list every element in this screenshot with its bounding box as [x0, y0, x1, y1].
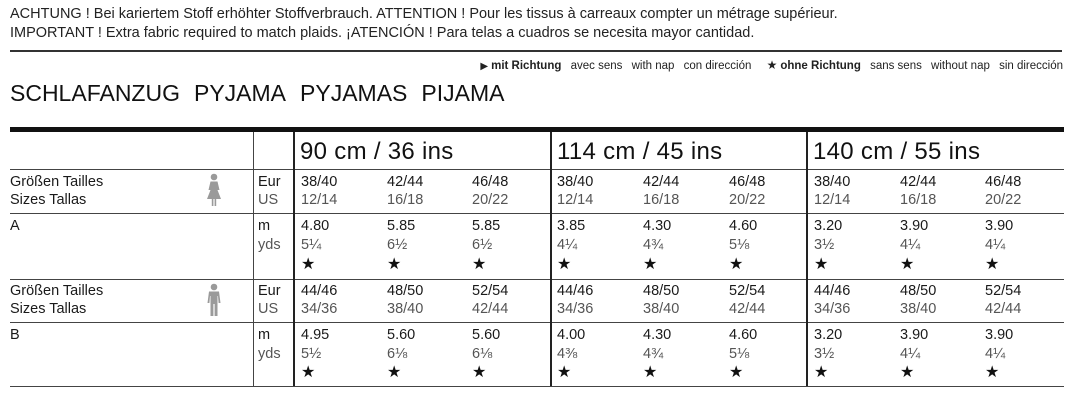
with-nap-label-en: with nap — [631, 60, 675, 72]
female-figure-icon — [205, 173, 223, 207]
meters-cell: 4.80 — [301, 218, 330, 234]
meters-cell: 3.20 — [814, 327, 843, 343]
size-us-cell: 42/44 — [985, 301, 1022, 317]
yards-cell: 6½ — [387, 237, 408, 253]
yards-cell: 5⅛ — [729, 237, 750, 253]
size-us-cell: 20/22 — [985, 192, 1022, 208]
meters-cell: 5.85 — [472, 218, 501, 234]
size-eur-cell: 48/50 — [387, 283, 424, 299]
row-divider-b-sizes — [10, 322, 1064, 323]
size-us-cell: 34/36 — [301, 301, 338, 317]
size-eur-cell: 46/48 — [985, 174, 1022, 190]
size-eur-cell: 48/50 — [643, 283, 680, 299]
title-fr: PYJAMA — [193, 80, 287, 106]
size-us-cell: 34/36 — [557, 301, 594, 317]
table-top-bar — [10, 127, 1064, 132]
size-eur-cell: 42/44 — [387, 174, 424, 190]
without-nap-star-icon: ★ — [985, 364, 1000, 381]
us-label-a: US — [258, 192, 279, 208]
yards-cell: 6⅛ — [472, 346, 493, 362]
without-nap-label-es: sin dirección — [999, 60, 1063, 72]
without-nap-icon: ★ — [766, 58, 778, 72]
without-nap-star-icon: ★ — [472, 364, 487, 381]
row-divider-a-yardage — [10, 279, 1064, 280]
title-en: PYJAMAS — [300, 80, 408, 106]
size-us-cell: 38/40 — [643, 301, 680, 317]
header-divider — [10, 169, 1064, 170]
meters-cell: 4.95 — [301, 327, 330, 343]
table-bottom-line — [10, 386, 1064, 387]
yards-cell: 5⅛ — [729, 346, 750, 362]
size-us-cell: 12/14 — [557, 192, 594, 208]
nap-legend — [480, 58, 1063, 72]
plaid-notice-line-1: ACHTUNG ! Bei kariertem Stoff erhöhter Stoffverbrauch. ATTENTION ! Pour les tissus à carreaux compter un métrage supérieur. — [10, 6, 838, 22]
size-eur-cell: 44/46 — [301, 283, 338, 299]
row-divider-a-sizes — [10, 213, 1064, 214]
meters-cell: 4.30 — [643, 327, 672, 343]
meters-cell: 3.90 — [900, 218, 929, 234]
meters-label-b: m — [258, 327, 271, 343]
without-nap-star-icon: ★ — [985, 256, 1000, 273]
without-nap-star-icon: ★ — [557, 256, 572, 273]
size-us-cell: 38/40 — [387, 301, 424, 317]
meters-cell: 4.30 — [643, 218, 672, 234]
without-nap-star-icon: ★ — [900, 256, 915, 273]
view-a-label: A — [10, 218, 20, 234]
yards-label-b: yds — [258, 346, 281, 362]
with-nap-label-fr: avec sens — [570, 60, 623, 72]
meters-cell: 3.90 — [900, 327, 929, 343]
yards-cell: 4¾ — [643, 346, 664, 362]
garment-title — [10, 80, 518, 107]
sizes-label-line2: Sizes Tallas — [10, 192, 87, 208]
notice-divider — [10, 50, 1062, 52]
size-us-cell: 42/44 — [729, 301, 766, 317]
male-figure-icon — [206, 283, 222, 317]
size-eur-cell: 38/40 — [557, 174, 594, 190]
yards-cell: 5¼ — [301, 237, 322, 253]
title-de: SCHLAFANZUG — [10, 80, 180, 106]
width-90-divider — [293, 132, 295, 386]
without-nap-label-en: without nap — [931, 60, 990, 72]
with-nap-label-de: mit Richtung — [491, 60, 562, 72]
meters-cell: 5.85 — [387, 218, 416, 234]
without-nap-star-icon: ★ — [643, 364, 658, 381]
plaid-notice — [10, 5, 838, 42]
size-us-cell: 16/18 — [643, 192, 680, 208]
size-eur-cell: 46/48 — [729, 174, 766, 190]
size-eur-cell: 44/46 — [814, 283, 851, 299]
size-us-cell: 34/36 — [814, 301, 851, 317]
with-nap-label-es: con dirección — [683, 60, 752, 72]
size-eur-cell: 42/44 — [643, 174, 680, 190]
label-column-divider — [253, 132, 254, 386]
meters-cell: 5.60 — [387, 327, 416, 343]
yards-cell: 3½ — [814, 237, 835, 253]
meters-cell: 3.20 — [814, 218, 843, 234]
yards-cell: 6½ — [472, 237, 493, 253]
meters-cell: 4.60 — [729, 218, 758, 234]
without-nap-star-icon: ★ — [643, 256, 658, 273]
width-header-140: 140 cm / 55 ins — [813, 138, 981, 165]
meters-cell: 3.85 — [557, 218, 586, 234]
meters-cell: 4.60 — [729, 327, 758, 343]
size-eur-cell: 52/54 — [729, 283, 766, 299]
size-us-cell: 16/18 — [387, 192, 424, 208]
yards-cell: 4¼ — [900, 346, 921, 362]
yards-cell: 3½ — [814, 346, 835, 362]
eur-label-a: Eur — [258, 174, 281, 190]
yards-label-a: yds — [258, 237, 281, 253]
without-nap-star-icon: ★ — [387, 364, 402, 381]
sizes-label-line2: Sizes Tallas — [10, 301, 87, 317]
eur-label-b: Eur — [258, 283, 281, 299]
without-nap-star-icon: ★ — [814, 364, 829, 381]
size-eur-cell: 38/40 — [301, 174, 338, 190]
view-b-label: B — [10, 327, 20, 343]
width-140-divider — [806, 132, 808, 386]
size-us-cell: 42/44 — [472, 301, 509, 317]
yards-cell: 4¾ — [643, 237, 664, 253]
sizes-label-line1: Größen Tailles — [10, 174, 104, 190]
meters-cell: 3.90 — [985, 327, 1014, 343]
meters-label-a: m — [258, 218, 271, 234]
without-nap-star-icon: ★ — [729, 256, 744, 273]
without-nap-star-icon: ★ — [472, 256, 487, 273]
yards-cell: 4¼ — [557, 237, 578, 253]
without-nap-star-icon: ★ — [900, 364, 915, 381]
size-eur-cell: 44/46 — [557, 283, 594, 299]
title-es: PIJAMA — [421, 80, 505, 106]
size-us-cell: 12/14 — [301, 192, 338, 208]
without-nap-label-fr: sans sens — [870, 60, 922, 72]
without-nap-star-icon: ★ — [557, 364, 572, 381]
without-nap-star-icon: ★ — [301, 364, 316, 381]
sizes-label-line1: Größen Tailles — [10, 283, 104, 299]
yards-cell: 6⅛ — [387, 346, 408, 362]
without-nap-star-icon: ★ — [814, 256, 829, 273]
meters-cell: 3.90 — [985, 218, 1014, 234]
width-header-114: 114 cm / 45 ins — [557, 138, 723, 165]
size-eur-cell: 42/44 — [900, 174, 937, 190]
without-nap-star-icon: ★ — [729, 364, 744, 381]
yards-cell: 4⅜ — [557, 346, 578, 362]
size-eur-cell: 52/54 — [985, 283, 1022, 299]
size-us-cell: 16/18 — [900, 192, 937, 208]
meters-cell: 5.60 — [472, 327, 501, 343]
size-eur-cell: 46/48 — [472, 174, 509, 190]
yards-cell: 4¼ — [985, 346, 1006, 362]
size-us-cell: 38/40 — [900, 301, 937, 317]
size-us-cell: 20/22 — [472, 192, 509, 208]
width-header-90: 90 cm / 36 ins — [300, 138, 454, 165]
with-nap-icon: ▶ — [480, 61, 489, 72]
size-eur-cell: 52/54 — [472, 283, 509, 299]
yards-cell: 5½ — [301, 346, 322, 362]
plaid-notice-line-2: IMPORTANT ! Extra fabric required to match plaids. ¡ATENCIÓN ! Para telas a cuadros se necesita mayor cantidad. — [10, 24, 755, 41]
meters-cell: 4.00 — [557, 327, 586, 343]
us-label-b: US — [258, 301, 279, 317]
size-eur-cell: 38/40 — [814, 174, 851, 190]
without-nap-star-icon: ★ — [301, 256, 316, 273]
size-eur-cell: 48/50 — [900, 283, 937, 299]
width-114-divider — [550, 132, 552, 386]
yards-cell: 4¼ — [985, 237, 1006, 253]
size-us-cell: 12/14 — [814, 192, 851, 208]
without-nap-label-de: ohne Richtung — [780, 60, 861, 72]
without-nap-star-icon: ★ — [387, 256, 402, 273]
size-us-cell: 20/22 — [729, 192, 766, 208]
yards-cell: 4¼ — [900, 237, 921, 253]
